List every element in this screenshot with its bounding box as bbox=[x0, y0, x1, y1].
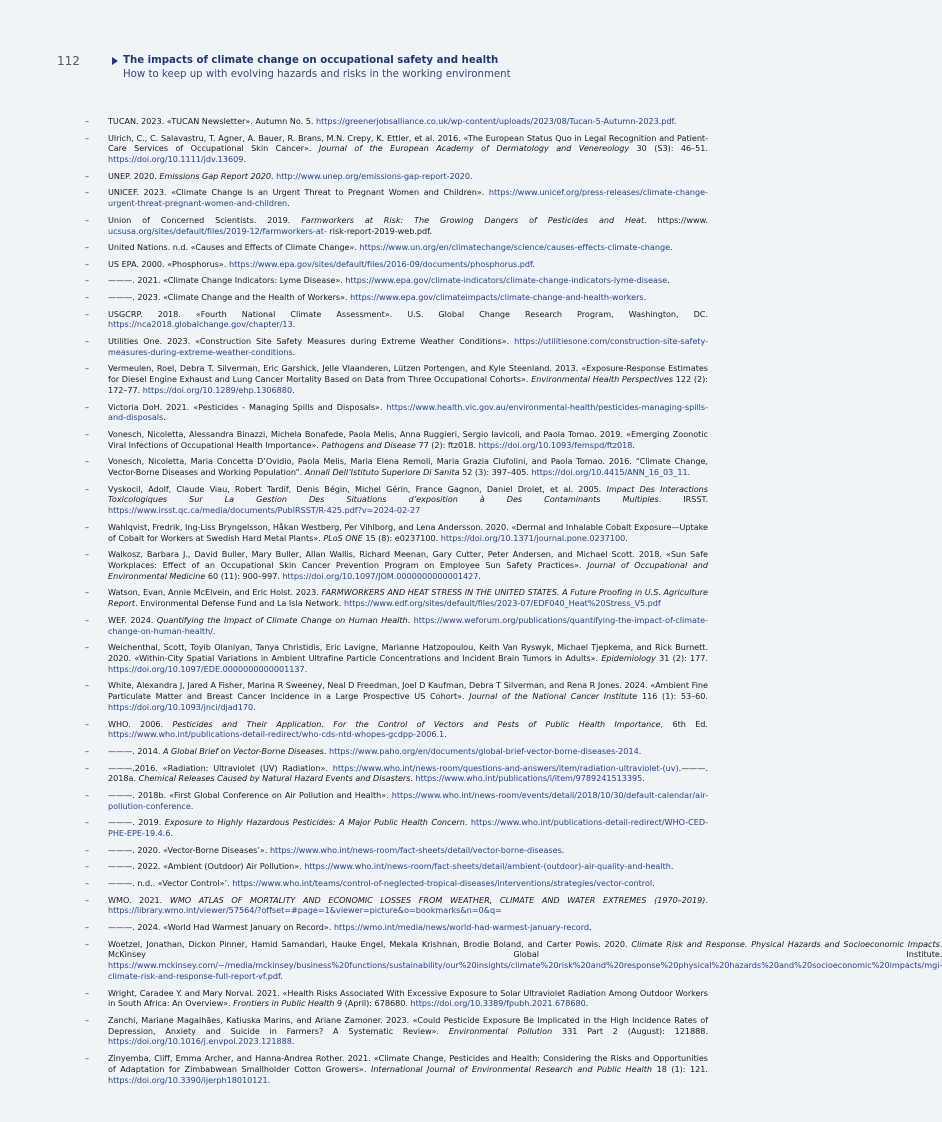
list-dash: – bbox=[85, 428, 90, 439]
list-dash: – bbox=[85, 614, 90, 625]
reference-segment: . bbox=[625, 532, 628, 543]
reference-item bbox=[85, 549, 708, 581]
reference-segment: . bbox=[667, 275, 670, 286]
reference-item bbox=[85, 309, 708, 331]
reference-segment: . bbox=[652, 877, 655, 888]
list-dash: – bbox=[85, 214, 90, 225]
reference-text bbox=[108, 763, 708, 785]
reference-item bbox=[85, 484, 708, 516]
reference-segment: ———. 2014. bbox=[108, 745, 163, 756]
reference-segment: Zanchi, Mariane Magalhães, Katiuska Marins, and Ariane Zamoner. 2023. «Could Pesticide Exposure Be Implicated in the High Incidence Rates of Depression, Anxiety and Suicide in Farmers? A Systematic Review». bbox=[108, 1014, 708, 1036]
reference-segment: ———. 2020. «Vector-Borne Diseases’». bbox=[108, 844, 270, 855]
reference-link[interactable]: https://doi.org/10.1093/femspd/ftz018 bbox=[478, 439, 633, 450]
reference-segment: Union of Concerned Scientists. 2019. bbox=[108, 214, 302, 225]
reference-segment: , 6th Ed. bbox=[660, 718, 708, 729]
reference-link[interactable]: https://www.who.int/publications/i/item/9789241513395 bbox=[415, 773, 643, 784]
list-dash: – bbox=[85, 1014, 90, 1025]
reference-segment: Watson, Evan, Annie McElvein, and Eric Holst. 2023. bbox=[108, 587, 322, 598]
reference-link[interactable]: https://doi.org/10.1111/jdv.13609 bbox=[108, 154, 244, 165]
publication-title: Impact Des Interactions Toxicologiques Sur La Gestion Des Situations d’exposition à Des Contaminants Multiples bbox=[108, 483, 708, 505]
reference-segment: . bbox=[561, 844, 565, 855]
reference-text bbox=[108, 988, 708, 1010]
reference-link[interactable]: https://doi.org/10.3389/fpubh.2021.678680 bbox=[410, 998, 586, 1009]
reference-text bbox=[108, 642, 708, 674]
reference-segment: . bbox=[270, 170, 277, 181]
list-dash: – bbox=[85, 170, 90, 181]
reference-item bbox=[85, 938, 942, 982]
reference-item bbox=[85, 402, 708, 424]
publication-title: Journal of the National Cancer Institute bbox=[469, 691, 638, 702]
publication-title: Environmental Health Perspectives bbox=[531, 374, 674, 385]
reference-segment: USGCRP. 2018. «Fourth National Climate Assessment». U.S. Global Change Research Program, Washington, DC. bbox=[108, 308, 708, 319]
triangle-arrow-icon bbox=[112, 57, 118, 65]
list-dash: – bbox=[85, 335, 90, 346]
reference-link[interactable]: https://doi.org/10.4415/ANN_16_03_11 bbox=[531, 467, 688, 478]
reference-segment: . bbox=[410, 773, 416, 784]
reference-segment: ———.2016. «Radiation: Ultraviolet (UV) Radiation». bbox=[108, 762, 333, 773]
reference-item bbox=[85, 642, 708, 674]
reference-segment: US EPA. 2000. «Phosphorus». bbox=[108, 258, 229, 269]
reference-link[interactable]: https://doi.org/10.1097/JOM.0000000000001427 bbox=[282, 570, 479, 581]
reference-segment: . bbox=[304, 663, 308, 674]
list-dash: – bbox=[85, 718, 90, 729]
reference-segment: ———. 2021. «Climate Change Indicators: Lyme Disease». bbox=[108, 275, 346, 286]
reference-segment: . bbox=[291, 1036, 295, 1047]
reference-segment: Ulrich, C., C. Salavastru, T. Agner, A. Bauer, R. Brans, M.N. Crepy, K. Ettler, et al. 2016. «The European Status Quo in Legal Recognition and Patient-Care Services of Occupational Skin Cancer». bbox=[108, 132, 708, 154]
reference-segment: UNEP. 2020. bbox=[108, 170, 160, 181]
reference-segment: . bbox=[212, 625, 216, 636]
reference-link[interactable]: https://doi.org/10.1016/j.envpol.2023.121888 bbox=[108, 1036, 292, 1047]
reference-segment: . bbox=[292, 346, 296, 357]
reference-segment: ———. 2024. «World Had Warmest January on Record». bbox=[108, 921, 334, 932]
list-dash: – bbox=[85, 1053, 90, 1064]
reference-text bbox=[108, 187, 708, 209]
reference-item bbox=[85, 988, 708, 1010]
reference-segment: United Nations. n.d. «Causes and Effects of Climate Change». bbox=[108, 242, 360, 253]
reference-item bbox=[85, 187, 708, 209]
reference-link[interactable]: https://doi.org/10.1289/ehp.1306880 bbox=[142, 384, 293, 395]
reference-segment: . bbox=[287, 198, 290, 209]
reference-segment: . bbox=[407, 614, 414, 625]
reference-text bbox=[108, 259, 708, 270]
reference-link[interactable]: https://www.epa.gov/climateimpacts/climate-change-and-health-workers bbox=[350, 291, 644, 302]
reference-segment: ———. 2022. «Ambient (Outdoor) Air Pollution». bbox=[108, 861, 305, 872]
reference-segment: . bbox=[670, 242, 673, 253]
reference-link[interactable]: https://www.health.vic.gov.au/environmental-health/pesticides-managing-spills-and-disposals bbox=[108, 401, 708, 423]
reference-item bbox=[85, 790, 708, 812]
reference-text bbox=[108, 522, 708, 544]
reference-segment: . bbox=[638, 745, 642, 756]
list-dash: – bbox=[85, 861, 90, 872]
reference-text bbox=[108, 746, 708, 757]
reference-segment: . https://www. bbox=[644, 214, 708, 225]
reference-link[interactable]: https://www.who.int/teams/control-of-neglected-tropical-diseases/interventions/strategies/vector-control bbox=[232, 877, 653, 888]
reference-item bbox=[85, 680, 708, 712]
reference-segment: Wahlqvist, Fredrik, Ing-Liss Bryngelsson, Håkan Westberg, Per Vihlborg, and Lena Andersson. 2020. «Dermal and Inhalable Cobalt Exposure—Uptake of Cobalt for Workers at Swedish Hard Metal Plants». bbox=[108, 521, 708, 543]
reference-segment: . bbox=[673, 116, 677, 126]
reference-text bbox=[108, 133, 708, 165]
reference-segment: WMO. 2021. bbox=[108, 894, 170, 905]
reference-item bbox=[85, 615, 708, 637]
reference-segment: . bbox=[292, 319, 296, 330]
reference-segment: 9 (April): 678680. bbox=[334, 998, 411, 1009]
reference-text bbox=[108, 429, 708, 451]
reference-text bbox=[108, 817, 708, 839]
reference-link[interactable]: https://nca2018.globalchange.gov/chapter/13 bbox=[108, 319, 293, 330]
list-dash: – bbox=[85, 817, 90, 828]
publication-title: Farmworkers at Risk: The Growing Dangers of Pesticides and Heat bbox=[301, 214, 645, 225]
reference-link[interactable]: https://www.who.int/news-room/questions-and-answers/item/radiation-ultraviolet-(uv) bbox=[332, 762, 679, 773]
reference-text bbox=[108, 680, 708, 712]
list-dash: – bbox=[85, 987, 90, 998]
reference-segment: Victoria DoH. 2021. «Pesticides - Managing Spills and Disposals». bbox=[108, 401, 387, 412]
reference-segment: . bbox=[464, 817, 471, 828]
reference-segment: . bbox=[243, 154, 246, 165]
reference-segment: . bbox=[292, 384, 295, 395]
reference-text bbox=[108, 922, 708, 933]
list-dash: – bbox=[85, 363, 90, 374]
reference-segment: Vermeulen, Roel, Debra T. Silverman, Eric Garshick, Jelle Vlaanderen, Lützen Portengen, and Kyle Steenland. 2013. «Exposure-Response Estimates for Diesel Engine Exhaust and Lung Cancer Mortality Based on Data from Three Occupational Cohorts». bbox=[108, 363, 708, 385]
publication-title: Journal of the European Academy of Dermatology and Venereology bbox=[318, 143, 630, 154]
reference-text bbox=[108, 1015, 708, 1047]
reference-link[interactable]: ucsusa.org/sites/default/files/2019-12/farmworkers-at- bbox=[108, 225, 327, 236]
list-dash: – bbox=[85, 587, 90, 598]
reference-text bbox=[108, 878, 708, 889]
reference-segment: . bbox=[470, 170, 473, 181]
list-dash: – bbox=[85, 844, 90, 855]
reference-text bbox=[108, 719, 708, 741]
reference-item bbox=[85, 861, 708, 872]
reference-text bbox=[108, 790, 708, 812]
list-dash: – bbox=[85, 401, 90, 412]
reference-segment: Vyskocil, Adolf, Claude Viau, Robert Tardif, Denis Bégin, Michel Gérin, France Gagnon, Daniel Drolet, et al. 2005. bbox=[108, 483, 607, 494]
list-dash: – bbox=[85, 921, 90, 932]
list-dash: – bbox=[85, 456, 90, 467]
reference-item bbox=[85, 878, 708, 889]
publication-title: Environmental Pollution bbox=[448, 1025, 553, 1036]
reference-segment: . bbox=[642, 773, 645, 784]
reference-text bbox=[108, 845, 708, 856]
list-dash: – bbox=[85, 762, 90, 773]
reference-text bbox=[108, 363, 708, 395]
reference-item bbox=[85, 215, 708, 237]
reference-segment: . bbox=[532, 258, 535, 269]
reference-segment: 18 (1): 121. bbox=[652, 1063, 708, 1074]
reference-item bbox=[85, 1015, 708, 1047]
list-dash: – bbox=[85, 258, 90, 269]
reference-segment: . bbox=[163, 412, 166, 423]
reference-segment: McKinsey Global Institute. bbox=[108, 949, 942, 960]
reference-item bbox=[85, 895, 708, 917]
reference-link[interactable]: https://www.paho.org/en/documents/global-brief-vector-borne-diseases-2014 bbox=[328, 745, 639, 756]
list-dash: – bbox=[85, 275, 90, 286]
reference-text bbox=[108, 292, 708, 303]
reference-segment: . bbox=[589, 921, 592, 932]
reference-text bbox=[108, 336, 708, 358]
list-dash: – bbox=[85, 291, 90, 302]
reference-segment: ———. 2018b. «First Global Conference on Air Pollution and Health». bbox=[108, 789, 392, 800]
list-dash: – bbox=[85, 938, 90, 949]
publication-title: Epidemiology bbox=[601, 653, 656, 664]
reference-segment: . IRSST. bbox=[658, 494, 709, 505]
reference-link[interactable]: https://greenerjobsalliance.co.uk/wp-content/uploads/2023/08/Tucan-5-Autumn-2023.pdf bbox=[315, 116, 674, 126]
reference-segment: 331 Part 2 (August): 121888. bbox=[552, 1025, 708, 1036]
header-subtitle: How to keep up with evolving hazards and risks in the working environment bbox=[123, 69, 511, 80]
reference-segment: ———. 2023. «Climate Change and the Health of Workers». bbox=[108, 291, 351, 302]
reference-link[interactable]: https://www.mckinsey.com/~/media/mckinsey/business%20functions/sustainability/our%20insights/climate%20risk%20and%20response%20physical%20hazards%20and%20socioeconomic%20impacts/mgi-climate-risk-and-response-full-report-vf.pdf bbox=[108, 960, 942, 981]
reference-segment: . bbox=[687, 467, 691, 478]
reference-segment: UNICEF. 2023. «Climate Change Is an Urgent Threat to Pregnant Women and Children». bbox=[108, 187, 489, 198]
reference-segment: . bbox=[444, 729, 447, 740]
publication-title: Journal of Occupational and Environmental Medicine bbox=[108, 560, 708, 581]
reference-segment: . bbox=[478, 570, 481, 581]
reference-segment: . bbox=[280, 970, 283, 981]
list-dash: – bbox=[85, 242, 90, 253]
reference-text bbox=[108, 171, 708, 182]
reference-link[interactable]: http://www.unep.org/emissions-gap-report-2020 bbox=[276, 170, 471, 181]
list-dash: – bbox=[85, 187, 90, 198]
reference-text bbox=[108, 275, 708, 286]
reference-link[interactable]: https://www.who.int/publications-detail-redirect/WHO-CED-PHE-EPE-19.4.6 bbox=[108, 817, 708, 839]
publication-title: Emissions Gap Report 2020 bbox=[159, 170, 271, 181]
list-dash: – bbox=[85, 132, 90, 143]
reference-link[interactable]: https://utilitiesone.com/construction-site-safety-measures-during-extreme-weather-conditions bbox=[108, 335, 708, 357]
reference-segment: Vonesch, Nicoletta, Alessandra Binazzi, Michela Bonafede, Paola Melis, Anna Ruggieri, Sergio Iavicoli, and Paola Tomao. 2019. «Emerging Zoonotic Viral Infections of Occupational Health Importance». bbox=[108, 428, 708, 450]
reference-link[interactable]: https://www.unicef.org/press-releases/climate-change-urgent-threat-pregnant-women-and-children bbox=[108, 187, 708, 209]
reference-text bbox=[108, 484, 708, 516]
publication-title: Quantifying the Impact of Climate Change on Human Health bbox=[156, 614, 408, 625]
reference-item bbox=[85, 719, 708, 741]
reference-segment: Walkosz, Barbara J., David Buller, Mary Buller, Allan Wallis, Richard Meenan, Gary Cutter, Peter Andersen, and Michael Scott. 2018. «Sun Safe Workplaces: Effect of an Occupational Skin Cancer Prevention Program on Employee Sun Safety Practices». bbox=[108, 549, 708, 571]
reference-segment: .———. 2018a. bbox=[108, 762, 708, 784]
list-dash: – bbox=[85, 745, 90, 756]
reference-text bbox=[108, 939, 942, 982]
publication-title: WMO ATLAS OF MORTALITY AND ECONOMIC LOSSES FROM WEATHER, CLIMATE AND WATER EXTREMES (1970–2019) bbox=[169, 894, 706, 905]
reference-segment: ———. 2019. bbox=[108, 817, 165, 828]
reference-link[interactable]: https://www.who.int/news-room/events/detail/2018/10/30/default-calendar/air-pollution-conference bbox=[108, 789, 708, 811]
reference-text bbox=[108, 242, 708, 253]
publication-title: Pathogens and Disease bbox=[321, 439, 416, 450]
list-dash: – bbox=[85, 116, 90, 126]
reference-list bbox=[85, 116, 942, 1091]
reference-text bbox=[108, 402, 708, 424]
list-dash: – bbox=[85, 642, 90, 653]
reference-text bbox=[108, 895, 708, 917]
reference-text bbox=[108, 615, 708, 637]
reference-item bbox=[85, 456, 708, 478]
reference-text bbox=[108, 1053, 708, 1085]
reference-segment: 116 (1): 53–60. bbox=[637, 691, 708, 702]
publication-title: Exposure to Highly Hazardous Pesticides: A Major Public Health Concern bbox=[164, 817, 465, 828]
header-title-row bbox=[112, 54, 732, 68]
header-title: The impacts of climate change on occupational safety and health bbox=[123, 55, 499, 66]
reference-segment: . bbox=[190, 800, 194, 811]
reference-link[interactable]: https://www.weforum.org/publications/quantifying-the-impact-of-climate-change-on-human-health/ bbox=[108, 614, 708, 636]
reference-segment: . bbox=[670, 861, 674, 872]
list-dash: – bbox=[85, 521, 90, 532]
reference-link[interactable]: https://www.epa.gov/sites/default/files/2016-09/documents/phosphorus.pdf bbox=[228, 258, 533, 269]
reference-item bbox=[85, 336, 708, 358]
reference-link[interactable]: https://www.irsst.qc.ca/media/documents/PubIRSST/R-425.pdf?v=2024-02-27 bbox=[108, 505, 421, 516]
reference-text bbox=[108, 861, 708, 872]
reference-segment: . bbox=[267, 1074, 271, 1085]
list-dash: – bbox=[85, 308, 90, 319]
list-dash: – bbox=[85, 680, 90, 691]
publication-title: Frontiers in Public Health bbox=[233, 998, 335, 1009]
reference-segment: . bbox=[170, 828, 174, 839]
reference-item bbox=[85, 275, 708, 286]
publication-title: Pesticides and Their Application. For the Control of Vectors and Pests of Public Health Importance bbox=[172, 718, 661, 729]
reference-segment: 30 (S3): 46–51. bbox=[629, 143, 708, 154]
reference-link[interactable]: https://doi.org/10.1093/jnci/djad170 bbox=[108, 702, 254, 712]
list-dash: – bbox=[85, 483, 90, 494]
list-dash: – bbox=[85, 877, 90, 888]
reference-item bbox=[85, 746, 708, 757]
reference-segment: 60 (11): 900–997. bbox=[205, 570, 283, 581]
reference-item bbox=[85, 242, 708, 253]
reference-segment: Weichenthal, Scott, Toyib Olaniyan, Tanya Christidis, Eric Lavigne, Marianne Hatzopoulou, Keith Van Ryswyk, Michael Tjepkema, and Rick Burnett. 2020. «Within-City Spatial Variations in Ambient Ultrafine Particle Concentrations and Incident Brain Tumors in Adults». bbox=[108, 642, 708, 664]
reference-link[interactable]: https://www.who.int/news-room/fact-sheets/detail/ambient-(outdoor)-air-quality-and-health bbox=[304, 861, 671, 872]
publication-title: Climate Risk and Response. Physical Hazards and Socioeconomic Impacts bbox=[631, 938, 940, 949]
publication-title: FARMWORKERS AND HEAT STRESS IN THE UNITED STATES. A Future Proofing in U.S. Agriculture Report bbox=[108, 587, 708, 609]
reference-text bbox=[108, 309, 708, 331]
reference-segment: Zinyemba, Cliff, Emma Archer, and Hanna-Andrea Rother. 2021. «Climate Change, Pesticides and Health: Considering the Risks and Opportunities of Adaptation for Zimbabwean Smallholder Cotton Growers». bbox=[108, 1053, 708, 1074]
publication-title: PLoS ONE bbox=[323, 532, 363, 543]
reference-item bbox=[85, 922, 708, 933]
reference-item bbox=[85, 1053, 708, 1085]
reference-segment: Wright, Caradee Y. and Mary Norval. 2021. «Health Risks Associated With Excessive Exposure to Solar Ultraviolet Radiation Among Outdoor Workers in South Africa: An Overview». bbox=[108, 987, 708, 1009]
reference-segment: . bbox=[643, 291, 647, 302]
reference-link[interactable]: https://doi.org/10.1371/journal.pone.0237100 bbox=[440, 532, 626, 543]
reference-link[interactable]: https://www.epa.gov/climate-indicators/climate-change-indicators-lyme-disease bbox=[345, 275, 668, 286]
reference-item bbox=[85, 133, 708, 165]
reference-segment: Utilities One. 2023. «Construction Site Safety Measures during Extreme Weather Conditions». bbox=[108, 335, 515, 346]
publication-title: A Global Brief on Vector-Borne Diseases bbox=[162, 745, 324, 756]
reference-link[interactable]: https://doi.org/10.3390/ijerph18010121 bbox=[108, 1074, 268, 1085]
reference-item bbox=[85, 845, 708, 856]
reference-segment: . bbox=[585, 998, 589, 1009]
reference-text bbox=[108, 215, 708, 237]
reference-segment: . bbox=[253, 702, 256, 712]
reference-link[interactable]: https://www.who.int/news-room/fact-sheets/detail/vector-borne-diseases bbox=[269, 844, 562, 855]
publication-title: Chemical Releases Caused by Natural Hazard Events and Disasters bbox=[138, 773, 411, 784]
reference-segment: 31 (2): 177. bbox=[655, 653, 708, 664]
reference-link[interactable]: https://doi.org/10.1097/EDE.0000000000001137 bbox=[108, 663, 305, 674]
reference-segment: . Environmental Defense Fund and La Isla Network. bbox=[135, 598, 344, 609]
reference-segment: TUCAN. 2023. «TUCAN Newsletter». Autumn No. 5. bbox=[108, 116, 316, 126]
publication-title: International Journal of Environmental Research and Public Health bbox=[370, 1063, 653, 1074]
reference-link[interactable]: https://www.who.int/publications-detail-redirect/who-cds-ntd-whopes-gcdpp-2006.1 bbox=[108, 729, 445, 740]
publication-title: Annali Dell’Istituto Superiore Di Sanita bbox=[304, 467, 460, 478]
reference-text bbox=[108, 116, 708, 127]
reference-segment: risk-report-2019-web.pdf. bbox=[326, 225, 432, 236]
reference-item bbox=[85, 763, 708, 785]
list-dash: – bbox=[85, 894, 90, 905]
reference-item bbox=[85, 292, 708, 303]
reference-segment: WEF. 2024. bbox=[108, 614, 157, 625]
reference-text bbox=[108, 587, 708, 609]
reference-text bbox=[108, 456, 708, 478]
list-dash: – bbox=[85, 789, 90, 800]
reference-segment: 15 (8): e0237100. bbox=[362, 532, 441, 543]
reference-segment: 52 (3): 397–405. bbox=[459, 467, 532, 478]
reference-segment: ———. n.d.. «Vector Control»’. bbox=[108, 877, 233, 888]
reference-segment: Woetzel, Jonathan, Dickon Pinner, Hamid Samandari, Hauke Engel, Mekala Krishnan, Brodie Boland, and Carter Powis. 2020. bbox=[108, 938, 632, 949]
reference-segment: . bbox=[323, 745, 329, 756]
reference-link[interactable]: https://wmo.int/media/news/world-had-warmest-january-record bbox=[333, 921, 590, 932]
reference-item bbox=[85, 522, 708, 544]
reference-segment: . bbox=[705, 894, 708, 905]
reference-text bbox=[108, 549, 708, 581]
reference-item bbox=[85, 171, 708, 182]
reference-segment: White, Alexandra J, Jared A Fisher, Marina R Sweeney, Neal D Freedman, Joel D Kaufman, Debra T Silverman, and Rena R Jones. 2024. «Ambient Fine Particulate Matter and Breast Cancer Incidence in a Large Prospective US Cohort». bbox=[108, 680, 708, 702]
reference-segment: 77 (2): ftz018. bbox=[415, 439, 479, 450]
reference-link[interactable]: https://www.un.org/en/climatechange/science/causes-effects-climate-change bbox=[359, 242, 671, 253]
reference-segment: . bbox=[632, 439, 635, 450]
reference-item bbox=[85, 429, 708, 451]
reference-item bbox=[85, 587, 708, 609]
reference-item bbox=[85, 817, 708, 839]
reference-link[interactable]: https://library.wmo.int/viewer/57564/?offset=#page=1&viewer=picture&o=bookmarks&n=0&q= bbox=[108, 905, 502, 916]
page-number: 112 bbox=[57, 54, 80, 68]
reference-segment: 122 (2): 172–77. bbox=[108, 374, 709, 395]
reference-item bbox=[85, 259, 708, 270]
reference-link[interactable]: https://www.edf.org/sites/default/files/2023-07/EDF040_Heat%20Stress_V5.pdf bbox=[343, 598, 661, 609]
reference-segment: WHO. 2006. bbox=[108, 718, 173, 729]
reference-item bbox=[85, 116, 708, 127]
running-header bbox=[112, 54, 732, 82]
list-dash: – bbox=[85, 549, 90, 560]
reference-segment: Vonesch, Nicoletta, Maria Concetta D’Ovidio, Paola Melis, Maria Elena Remoli, Maria Grazia Ciufolini, and Paola Tomao. 2016. “Climate Change, Vector-Borne Diseases and Working Population”. bbox=[108, 456, 708, 478]
reference-item bbox=[85, 363, 708, 395]
